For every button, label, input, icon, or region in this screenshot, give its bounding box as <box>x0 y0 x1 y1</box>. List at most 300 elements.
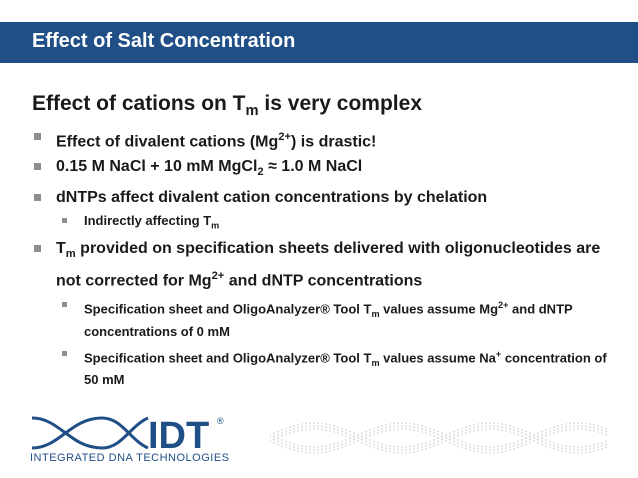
decor-dot <box>369 442 371 444</box>
decor-dot <box>461 441 463 443</box>
decor-dot <box>389 423 391 425</box>
decor-dot <box>317 425 319 427</box>
decor-dot <box>313 428 315 430</box>
decor-dot <box>545 439 547 441</box>
decor-dot <box>321 452 323 454</box>
decor-dot <box>349 440 351 442</box>
decor-dot <box>561 444 563 446</box>
decor-dot <box>577 428 579 430</box>
decor-dot <box>493 449 495 451</box>
decor-dot <box>589 445 591 447</box>
decor-dot <box>505 444 507 446</box>
decor-dot <box>293 425 295 427</box>
bullet-sub: m <box>371 357 380 368</box>
decor-dot <box>421 446 423 448</box>
decor-dot <box>565 445 567 447</box>
decor-dot <box>565 451 567 453</box>
decor-dot <box>305 429 307 431</box>
decor-dot <box>441 432 443 434</box>
decor-dot <box>417 447 419 449</box>
bullet-text: provided on specification sheets delivered with oligonucleotides are not corrected for Mg <box>56 240 601 290</box>
decor-dot <box>557 446 559 448</box>
decor-dot <box>577 446 579 448</box>
decor-dot <box>353 442 355 444</box>
decor-dot <box>449 435 451 437</box>
decor-dot <box>589 429 591 431</box>
decor-dot <box>561 424 563 426</box>
decor-dot <box>605 447 607 449</box>
decor-dot <box>349 443 351 445</box>
decor-dot <box>497 426 499 428</box>
decor-dot <box>333 425 335 427</box>
headline-post: is very complex <box>258 92 423 115</box>
decor-dot <box>537 436 539 438</box>
decor-dot <box>541 434 543 436</box>
decor-dot <box>497 449 499 451</box>
decor-dot <box>305 452 307 454</box>
dotted-helix-decoration <box>270 418 610 458</box>
decor-dot <box>397 425 399 427</box>
decor-dot <box>361 436 363 438</box>
decor-dot <box>445 437 447 439</box>
decor-dot <box>317 428 319 430</box>
decor-dot <box>585 426 587 428</box>
decor-dot <box>373 441 375 443</box>
decor-dot <box>469 443 471 445</box>
decor-dot <box>281 445 283 447</box>
decor-dot <box>301 426 303 428</box>
decor-dot <box>273 438 275 440</box>
decor-dot <box>369 445 371 447</box>
decor-dot <box>537 442 539 444</box>
decor-dot <box>537 439 539 441</box>
decor-dot <box>317 422 319 424</box>
decor-dot <box>569 423 571 425</box>
decor-dot <box>485 446 487 448</box>
decor-dot <box>469 446 471 448</box>
decor-dot <box>357 437 359 439</box>
decor-dot <box>553 448 555 450</box>
decor-dot <box>329 430 331 432</box>
decor-dot <box>281 435 283 437</box>
decor-dot <box>561 427 563 429</box>
decor-dot <box>421 431 423 433</box>
slide-title: Effect of Salt Concentration <box>32 30 296 52</box>
decor-dot <box>377 448 379 450</box>
decor-dot <box>413 426 415 428</box>
decor-dot <box>365 437 367 439</box>
bullet-sup: 2+ <box>498 299 509 310</box>
decor-dot <box>333 449 335 451</box>
decor-dot <box>421 428 423 430</box>
decor-dot <box>593 444 595 446</box>
decor-dot <box>465 426 467 428</box>
decor-dot <box>425 442 427 444</box>
decor-dot <box>333 446 335 448</box>
decor-dot <box>273 435 275 437</box>
dna-helix-icon <box>32 418 148 448</box>
decor-dot <box>305 446 307 448</box>
decor-dot <box>553 445 555 447</box>
decor-dot <box>353 435 355 437</box>
decor-dot <box>521 445 523 447</box>
decor-dot <box>365 434 367 436</box>
decor-dot <box>469 431 471 433</box>
decor-dot <box>413 429 415 431</box>
headline-sub: m <box>245 103 259 120</box>
decor-dot <box>313 446 315 448</box>
decor-dot <box>389 426 391 428</box>
decor-dot <box>489 449 491 451</box>
decor-dot <box>565 429 567 431</box>
decor-dot <box>557 425 559 427</box>
decor-dot <box>457 429 459 431</box>
decor-dot <box>437 437 439 439</box>
decor-dot <box>549 444 551 446</box>
decor-dot <box>325 445 327 447</box>
decor-dot <box>581 449 583 451</box>
decor-dot <box>270 440 271 442</box>
decor-dot <box>521 442 523 444</box>
decor-dot <box>477 448 479 450</box>
decor-dot <box>493 422 495 424</box>
decor-dot <box>293 449 295 451</box>
decor-dot <box>497 446 499 448</box>
decor-dot <box>585 446 587 448</box>
decor-dot <box>537 432 539 434</box>
decor-dot <box>377 445 379 447</box>
decor-dot <box>333 443 335 445</box>
bullet-sub: m <box>65 248 76 261</box>
decor-dot <box>465 432 467 434</box>
decor-dot <box>313 452 315 454</box>
decor-dot <box>293 428 295 430</box>
decor-dot <box>277 434 279 436</box>
decor-dot <box>477 429 479 431</box>
decor-dot <box>285 447 287 449</box>
decor-dot <box>513 432 515 434</box>
bullet-text: Effect of divalent cations (Mg <box>56 133 279 151</box>
decor-dot <box>569 452 571 454</box>
decor-dot <box>461 447 463 449</box>
decor-dot <box>505 424 507 426</box>
decor-dot <box>521 432 523 434</box>
decor-dot <box>441 436 443 438</box>
bullet-nacl <box>32 156 622 183</box>
decor-dot <box>493 452 495 454</box>
decor-dot <box>541 441 543 443</box>
decor-dot <box>305 449 307 451</box>
decor-dot <box>357 434 359 436</box>
decor-dot <box>457 445 459 447</box>
decor-dot <box>377 442 379 444</box>
decor-dot <box>549 434 551 436</box>
decor-dot <box>509 446 511 448</box>
decor-dot <box>517 441 519 443</box>
logo-registered: ® <box>217 416 224 426</box>
decor-dot <box>533 440 535 442</box>
decor-dot <box>385 450 387 452</box>
decor-dot <box>369 429 371 431</box>
decor-dot <box>577 449 579 451</box>
decor-dot <box>493 428 495 430</box>
decor-dot <box>409 423 411 425</box>
decor-dot <box>449 442 451 444</box>
decor-dot <box>365 440 367 442</box>
decor-dot <box>301 429 303 431</box>
decor-dot <box>505 430 507 432</box>
decor-dot <box>397 422 399 424</box>
decor-dot <box>409 426 411 428</box>
decor-dot <box>565 448 567 450</box>
decor-dot <box>489 452 491 454</box>
decor-dot <box>453 437 455 439</box>
decor-dot <box>309 452 311 454</box>
decor-dot <box>381 446 383 448</box>
decor-dot <box>437 431 439 433</box>
decor-dot <box>489 446 491 448</box>
decor-dot <box>553 442 555 444</box>
decor-dot <box>465 429 467 431</box>
decor-dot <box>405 425 407 427</box>
decor-dot <box>293 446 295 448</box>
decor-dot <box>521 435 523 437</box>
decor-dot <box>557 428 559 430</box>
decor-dot <box>573 428 575 430</box>
decor-dot <box>553 426 555 428</box>
decor-dot <box>293 431 295 433</box>
decor-dot <box>489 425 491 427</box>
decor-dot <box>409 449 411 451</box>
decor-dot <box>393 426 395 428</box>
decor-dot <box>601 429 603 431</box>
decor-dot <box>425 426 427 428</box>
decor-dot <box>353 432 355 434</box>
decor-dot <box>381 449 383 451</box>
subbullet-na-assume <box>32 345 622 390</box>
decor-dot <box>429 447 431 449</box>
decor-dot <box>601 426 603 428</box>
decor-dot <box>385 430 387 432</box>
decor-dot <box>441 442 443 444</box>
decor-dot <box>589 423 591 425</box>
decor-dot <box>369 432 371 434</box>
decor-dot <box>573 452 575 454</box>
decor-dot <box>513 448 515 450</box>
decor-dot <box>409 452 411 454</box>
decor-dot <box>557 443 559 445</box>
bullet-list <box>32 126 622 393</box>
decor-dot <box>449 432 451 434</box>
decor-dot <box>325 451 327 453</box>
logo-tagline: INTEGRATED DNA TECHNOLOGIES <box>30 452 230 464</box>
decor-dot <box>429 444 431 446</box>
decor-dot <box>453 441 455 443</box>
decor-dot <box>481 452 483 454</box>
decor-dot <box>485 452 487 454</box>
decor-dot <box>481 446 483 448</box>
bullet-text: and dNTP concentrations of 0 mM <box>84 300 573 339</box>
decor-dot <box>477 451 479 453</box>
decor-dot <box>321 426 323 428</box>
decor-dot <box>425 445 427 447</box>
decor-dot <box>281 442 283 444</box>
decor-dot <box>533 434 535 436</box>
decor-dot <box>297 424 299 426</box>
decor-dot <box>473 427 475 429</box>
decor-dot <box>417 424 419 426</box>
decor-dot <box>425 448 427 450</box>
decor-dot <box>477 423 479 425</box>
headline <box>32 92 422 119</box>
decor-dot <box>557 449 559 451</box>
decor-dot <box>385 444 387 446</box>
decor-dot <box>325 426 327 428</box>
decor-dot <box>309 449 311 451</box>
bullet-text: Specification sheet and OligoAnalyzer® Tool T <box>84 300 372 316</box>
decor-dot <box>573 449 575 451</box>
decor-dot <box>417 430 419 432</box>
decor-dot <box>337 448 339 450</box>
decor-dot <box>453 431 455 433</box>
bullet-square-icon <box>62 302 67 307</box>
decor-dot <box>489 428 491 430</box>
decor-dot <box>397 452 399 454</box>
decor-dot <box>477 445 479 447</box>
decor-dot <box>433 432 435 434</box>
decor-dot <box>289 442 291 444</box>
decor-dot <box>337 426 339 428</box>
decor-dot <box>373 434 375 436</box>
decor-dot <box>501 448 503 450</box>
decor-dot <box>469 425 471 427</box>
decor-dot <box>389 451 391 453</box>
decor-dot <box>397 446 399 448</box>
decor-dot <box>381 428 383 430</box>
decor-dot <box>577 422 579 424</box>
decor-dot <box>377 432 379 434</box>
subbullet-indirect <box>32 212 622 235</box>
decor-dot <box>313 422 315 424</box>
decor-dot <box>429 431 431 433</box>
decor-dot <box>329 444 331 446</box>
decor-dot <box>453 434 455 436</box>
decor-dot <box>517 431 519 433</box>
decor-dot <box>313 425 315 427</box>
decor-dot <box>321 446 323 448</box>
bullet-sub: 2 <box>257 166 264 179</box>
bullet-text: Indirectly affecting T <box>84 212 212 228</box>
decor-dot <box>477 426 479 428</box>
decor-dot <box>297 444 299 446</box>
decor-dot <box>325 429 327 431</box>
decor-dot <box>373 428 375 430</box>
decor-dot <box>349 437 351 439</box>
decor-dot <box>389 429 391 431</box>
decor-dot <box>289 445 291 447</box>
decor-dot <box>597 449 599 451</box>
decor-dot <box>605 434 607 436</box>
decor-dot <box>285 428 287 430</box>
bullet-text: 0.15 M NaCl + 10 mM MgCl <box>56 158 258 176</box>
decor-dot <box>605 444 607 446</box>
decor-dot <box>457 442 459 444</box>
decor-dot <box>361 439 363 441</box>
bullet-text: dNTPs affect divalent cation concentrations by chelation <box>56 188 488 206</box>
decor-dot <box>529 438 531 440</box>
decor-dot <box>341 441 343 443</box>
decor-dot <box>285 441 287 443</box>
decor-dot <box>505 450 507 452</box>
bullet-sub: m <box>371 308 380 319</box>
bullet-text: values assume Na <box>379 349 496 365</box>
decor-dot <box>345 429 347 431</box>
decor-dot <box>597 428 599 430</box>
decor-dot <box>557 431 559 433</box>
decor-dot <box>389 448 391 450</box>
decor-dot <box>433 439 435 441</box>
decor-dot <box>581 422 583 424</box>
decor-dot <box>437 434 439 436</box>
decor-dot <box>589 448 591 450</box>
decor-dot <box>357 440 359 442</box>
decor-dot <box>345 442 347 444</box>
bullet-square-icon <box>62 218 67 223</box>
bullet-sup: 2+ <box>278 131 292 143</box>
bullet-square-icon <box>34 245 41 252</box>
decor-dot <box>385 447 387 449</box>
decor-dot <box>605 441 607 443</box>
decor-dot <box>401 446 403 448</box>
decor-dot <box>465 448 467 450</box>
decor-dot <box>593 427 595 429</box>
bullet-text: values assume Mg <box>379 300 499 316</box>
decor-dot <box>461 434 463 436</box>
decor-dot <box>533 437 535 439</box>
decor-dot <box>401 452 403 454</box>
decor-dot <box>321 449 323 451</box>
decor-dot <box>585 449 587 451</box>
decor-dot <box>301 445 303 447</box>
decor-dot <box>505 447 507 449</box>
decor-dot <box>489 422 491 424</box>
decor-dot <box>509 425 511 427</box>
bullet-tm-spec <box>32 238 622 293</box>
decor-dot <box>329 424 331 426</box>
decor-dot <box>337 429 339 431</box>
decor-dot <box>270 434 271 436</box>
subbullet-mg-assume <box>32 296 622 341</box>
decor-dot <box>297 450 299 452</box>
decor-dot <box>401 428 403 430</box>
decor-dot <box>581 425 583 427</box>
decor-dot <box>505 427 507 429</box>
decor-dot <box>353 438 355 440</box>
decor-dot <box>473 430 475 432</box>
decor-dot <box>405 422 407 424</box>
decor-dot <box>565 423 567 425</box>
decor-dot <box>485 422 487 424</box>
decor-dot <box>481 449 483 451</box>
decor-dot <box>545 432 547 434</box>
decor-dot <box>329 427 331 429</box>
decor-dot <box>305 423 307 425</box>
decor-dot <box>581 452 583 454</box>
decor-dot <box>433 442 435 444</box>
decor-dot <box>337 432 339 434</box>
decor-dot <box>373 447 375 449</box>
decor-dot <box>317 452 319 454</box>
